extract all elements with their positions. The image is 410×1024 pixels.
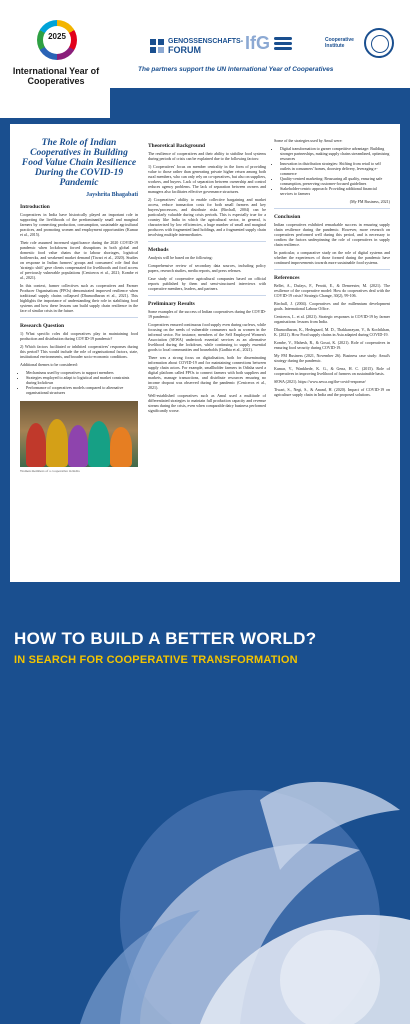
list-item: • Stakeholder-centric approach: Providing additional financial services to farmers	[280, 186, 390, 196]
reference-item: Tiwari, S., Negi, S., & Anand, H. (2020). Impact of COVID-19 on agriculture supply chain in India and the proposed solutions.	[274, 387, 390, 397]
slogan-headline: HOW TO BUILD A BETTER WORLD?	[14, 629, 317, 648]
list-item: • Mechanisms used by cooperatives to support members	[26, 370, 138, 375]
tb-paragraph-1: The resilience of cooperatives and their ability to stabilise food systems during periods of crisis can be explained due to the following factors:	[148, 151, 266, 161]
poster-title: The Role of Indian Cooperatives in Building Food Value Chain Resilience During the COVID-19 Pandemic	[21, 138, 137, 188]
strategies-citation: (My FM Business, 2021)	[349, 199, 390, 204]
list-item: • Innovation in distribution strategies: Shifting from retail to self outlets in consumers' homes, doorstep delivery, leveraging e-commerce	[280, 161, 390, 176]
tb-paragraph-2: 1) Cooperatives' focus on member centrality in the form of providing value to those rather than generating private higher return among both rural members, who can only rely on co-operatives, but also on suppliers, workers, and buyers. Lack of separation between ownership and control reduces agency problems. The lack of separation between owners and managers also facilitates effective governance structures.	[148, 164, 266, 194]
slogan-subheadline: IN SEARCH FOR COOPERATIVE TRANSFORMATION	[14, 654, 298, 666]
poster-author: Jayshrita Bhagabati	[86, 192, 138, 198]
methods-paragraph-1: Analysis will be based on the following:	[148, 255, 213, 260]
ifg-logo	[245, 33, 292, 54]
iyc-ring-icon	[37, 20, 77, 60]
strategies-intro: Some of the strategies used by Amul were:	[274, 138, 343, 143]
reference-item: Kumar, V., Wankhede, K. G., & Gena, H. C. (2015). Role of cooperatives in improving livelihood of farmers on sustainable basis.	[274, 366, 390, 376]
research-question-1: 1) What specific roles did cooperatives play in maintaining food production and distribution during COVID-19 pandemic?	[20, 331, 138, 341]
research-poster	[10, 124, 400, 582]
themes-list	[26, 370, 138, 395]
pr-paragraph-1: Some examples of the success of Indian cooperatives during the COVID-19 pandemic:	[148, 309, 266, 319]
preliminary-results-heading: Preliminary Results	[148, 301, 195, 307]
gf-small-text: GENOSSENSCHAFTS-	[168, 38, 244, 45]
divider	[274, 208, 390, 209]
conclusion-paragraph-1: Indian cooperatives exhibited remarkable success in ensuring supply chain resilience during the pandemic. However, more research on cooperatives performed well during this period, and is necessary to confirm the factors underpinning the role of cooperatives in supply chain resilience.	[274, 222, 390, 247]
ifg-text: IfG	[245, 33, 270, 53]
list-item: • Quality-centred marketing: Reassuring all quality, ensuring safe consumption, preserving customer-focused guidelines	[280, 176, 390, 186]
conclusion-paragraph-2: In particular, a comparative study on the role of digital systems and whether the experiences of those formed during the pandemic have continued improvements towards more sustainable food systems.	[274, 250, 390, 265]
reference-item: Ceniceros, L. et al. (2021). Strategic responses to COVID-19 by farmer organisations: lessons from India.	[274, 314, 390, 324]
iyc-logo	[0, 0, 110, 118]
gf-mark-icon	[150, 39, 164, 53]
photo-caption: Women members of a cooperative in India	[20, 469, 80, 473]
research-question-2: 2) Which factors facilitated or inhibited cooperatives' responses during this period? This would include the role of organisational factors, state, institutional environments, and broader socio-economic conditions.	[20, 344, 138, 359]
divider	[148, 295, 266, 296]
reference-item: Bellet, A., Dufays, F., Perotti, E., & Demeester, M. (2021). The resilience of the cooperative model: How do cooperatives deal with the COVID-19 crisis? Strategic Change, 30(2), 99-106.	[274, 283, 390, 298]
gf-big-text: FORUM	[168, 45, 201, 55]
divider	[20, 317, 138, 318]
genossenschaftsforum-logo	[150, 38, 243, 54]
conclusion-heading: Conclusion	[274, 214, 301, 220]
methods-paragraph-3: Case study of cooperative agricultural companies based on official reports published by them and semi-structured interviews with cooperative members, leaders, and partners.	[148, 276, 266, 291]
intro-paragraph-1: Cooperatives in India have historically played an important role in supporting the livelihoods of the predominantly small and marginal farmers by connecting production, consumption, sustainable agricultural practices, and promoting women and employment opportunities (Kumar et al., 2015).	[20, 212, 138, 237]
divider	[274, 269, 390, 270]
reference-item: SEWA (2021). https://www.sewa.org/the-covid-response/	[274, 379, 366, 384]
poster-column-3	[274, 138, 390, 400]
banner-text: The partners support the UN International Year of Cooperatives	[138, 66, 334, 73]
list-item: • Performance of cooperatives models compared to alternative organisational structures	[26, 385, 138, 395]
pr-paragraph-4: Well-established cooperatives such as Amul used a multitude of differentiated strategies to maintain full production capacity and revenue stream during the crisis, even when comparable dairy business performed significantly worse.	[148, 393, 266, 413]
divider	[148, 241, 266, 242]
intro-heading: Introduction	[20, 204, 50, 210]
iyc-title: International Year of Cooperatives	[12, 66, 100, 86]
pr-paragraph-3: There was a strong focus on digitalisation, both for disseminating information about COVID-19 and for maintaining connections between supply chain actors. For example, smallholder farmers in Odisha used a digital platform called FPOs to connect farmers with both suppliers and markets, manage transactions, and distribute resources ensuring no income dropout was observed during the pandemic (Ceniceros et al., 2021).	[148, 355, 266, 390]
tb-paragraph-3: 2) Cooperatives' ability to enable collective bargaining and market access, reduce transaction costs for both small farmers and key buyers/processors, and distribute risks (Birchall, 2004) can be particularly valuable during crisis periods. This is especially true for a country like India in which the agricultural sector, in general, is characterised by low efficiencies, a huge number of small and marginal producers with fragmented land holdings, and a fragmented supply chain involving multiple intermediaries.	[148, 197, 266, 237]
reference-item: Birchall, J. (2004). Cooperatives and the millennium development goals. International Labour Office.	[274, 301, 390, 311]
ifg-bars-icon	[274, 37, 292, 50]
theoretical-background-heading: Theoretical Background	[148, 143, 206, 149]
references-heading: References	[274, 275, 300, 281]
reference-item: Dhamodharan, K., Hedegaard, M. D., Thakkarrayan, V., & Kochikhan, K. (2021). How Food supply chains in Asia adapted during COVID-19.	[274, 327, 390, 337]
iyc-year: 2025	[48, 32, 66, 41]
methods-heading: Methods	[148, 247, 169, 253]
themes-label: Additional themes to be considered:	[20, 362, 78, 367]
university-seal-icon	[364, 28, 394, 58]
reference-item: My FM Business (2021, November 26). Business case study: Amul's strategy during the pandemic.	[274, 353, 390, 363]
cooperative-institute-text: Cooperative Institute	[325, 37, 354, 49]
intro-paragraph-2: Their role assumed increased significance during the 2020 COVID-19 pandemic when lockdowns forced disruptions in both global and domestic food value chains due to labour shortages, logistical bottlenecks, and weakened market demand (Tiwari et al., 2020). Studies on response in Indian farmers' groups and consumers' role find that 'strategic shift' gave clients compensated for livelihoods and food access of previously vulnerable populations (Ceniceros et al., 2021; Kombe et al., 2021).	[20, 240, 138, 280]
research-question-heading: Research Question	[20, 323, 65, 329]
methods-paragraph-2: Comprehensive review of secondary data sources, including policy papers, research studies, media reports, and press releases.	[148, 263, 266, 273]
poster-column-2	[148, 138, 266, 416]
list-item: • Digital transformation to garner competitive advantage: Building stronger partnerships, making supply chains streamlined, optimising resources	[280, 146, 390, 161]
cooperative-women-photo	[20, 401, 138, 467]
strategies-list	[280, 146, 390, 196]
intro-paragraph-3: In this context, farmer collectives such as cooperatives and Farmer Producer Organisations (FPOs) demonstrated improved resilience when traditional supply chains collapsed (Dhamodharan et al., 2021). This highlights the importance of understanding their role in stabilising food systems and how these lessons can build supply chain resilience in the face of similar crisis in the future.	[20, 283, 138, 313]
poster-column-1	[20, 138, 138, 473]
reference-item: Kombe, V., Mahesh, R., & Gosai, K. (2021). Role of cooperatives in ensuring food security during COVID-19.	[274, 340, 390, 350]
list-item: • Strategies employed to adapt to logistical and market constraints during lockdown	[26, 375, 138, 385]
pr-paragraph-2: Cooperatives ensured continuous food supply even during curfews, while focusing on the needs of vulnerable consumers such as women in the informal sector. For instance, members of the Self Employed Women's Association (SEWA) undertook essential services as an alternative livelihood during the lockdown, while continuing to supply essential goods to local communities and households (Gadhia et al., 2021).	[148, 322, 266, 352]
